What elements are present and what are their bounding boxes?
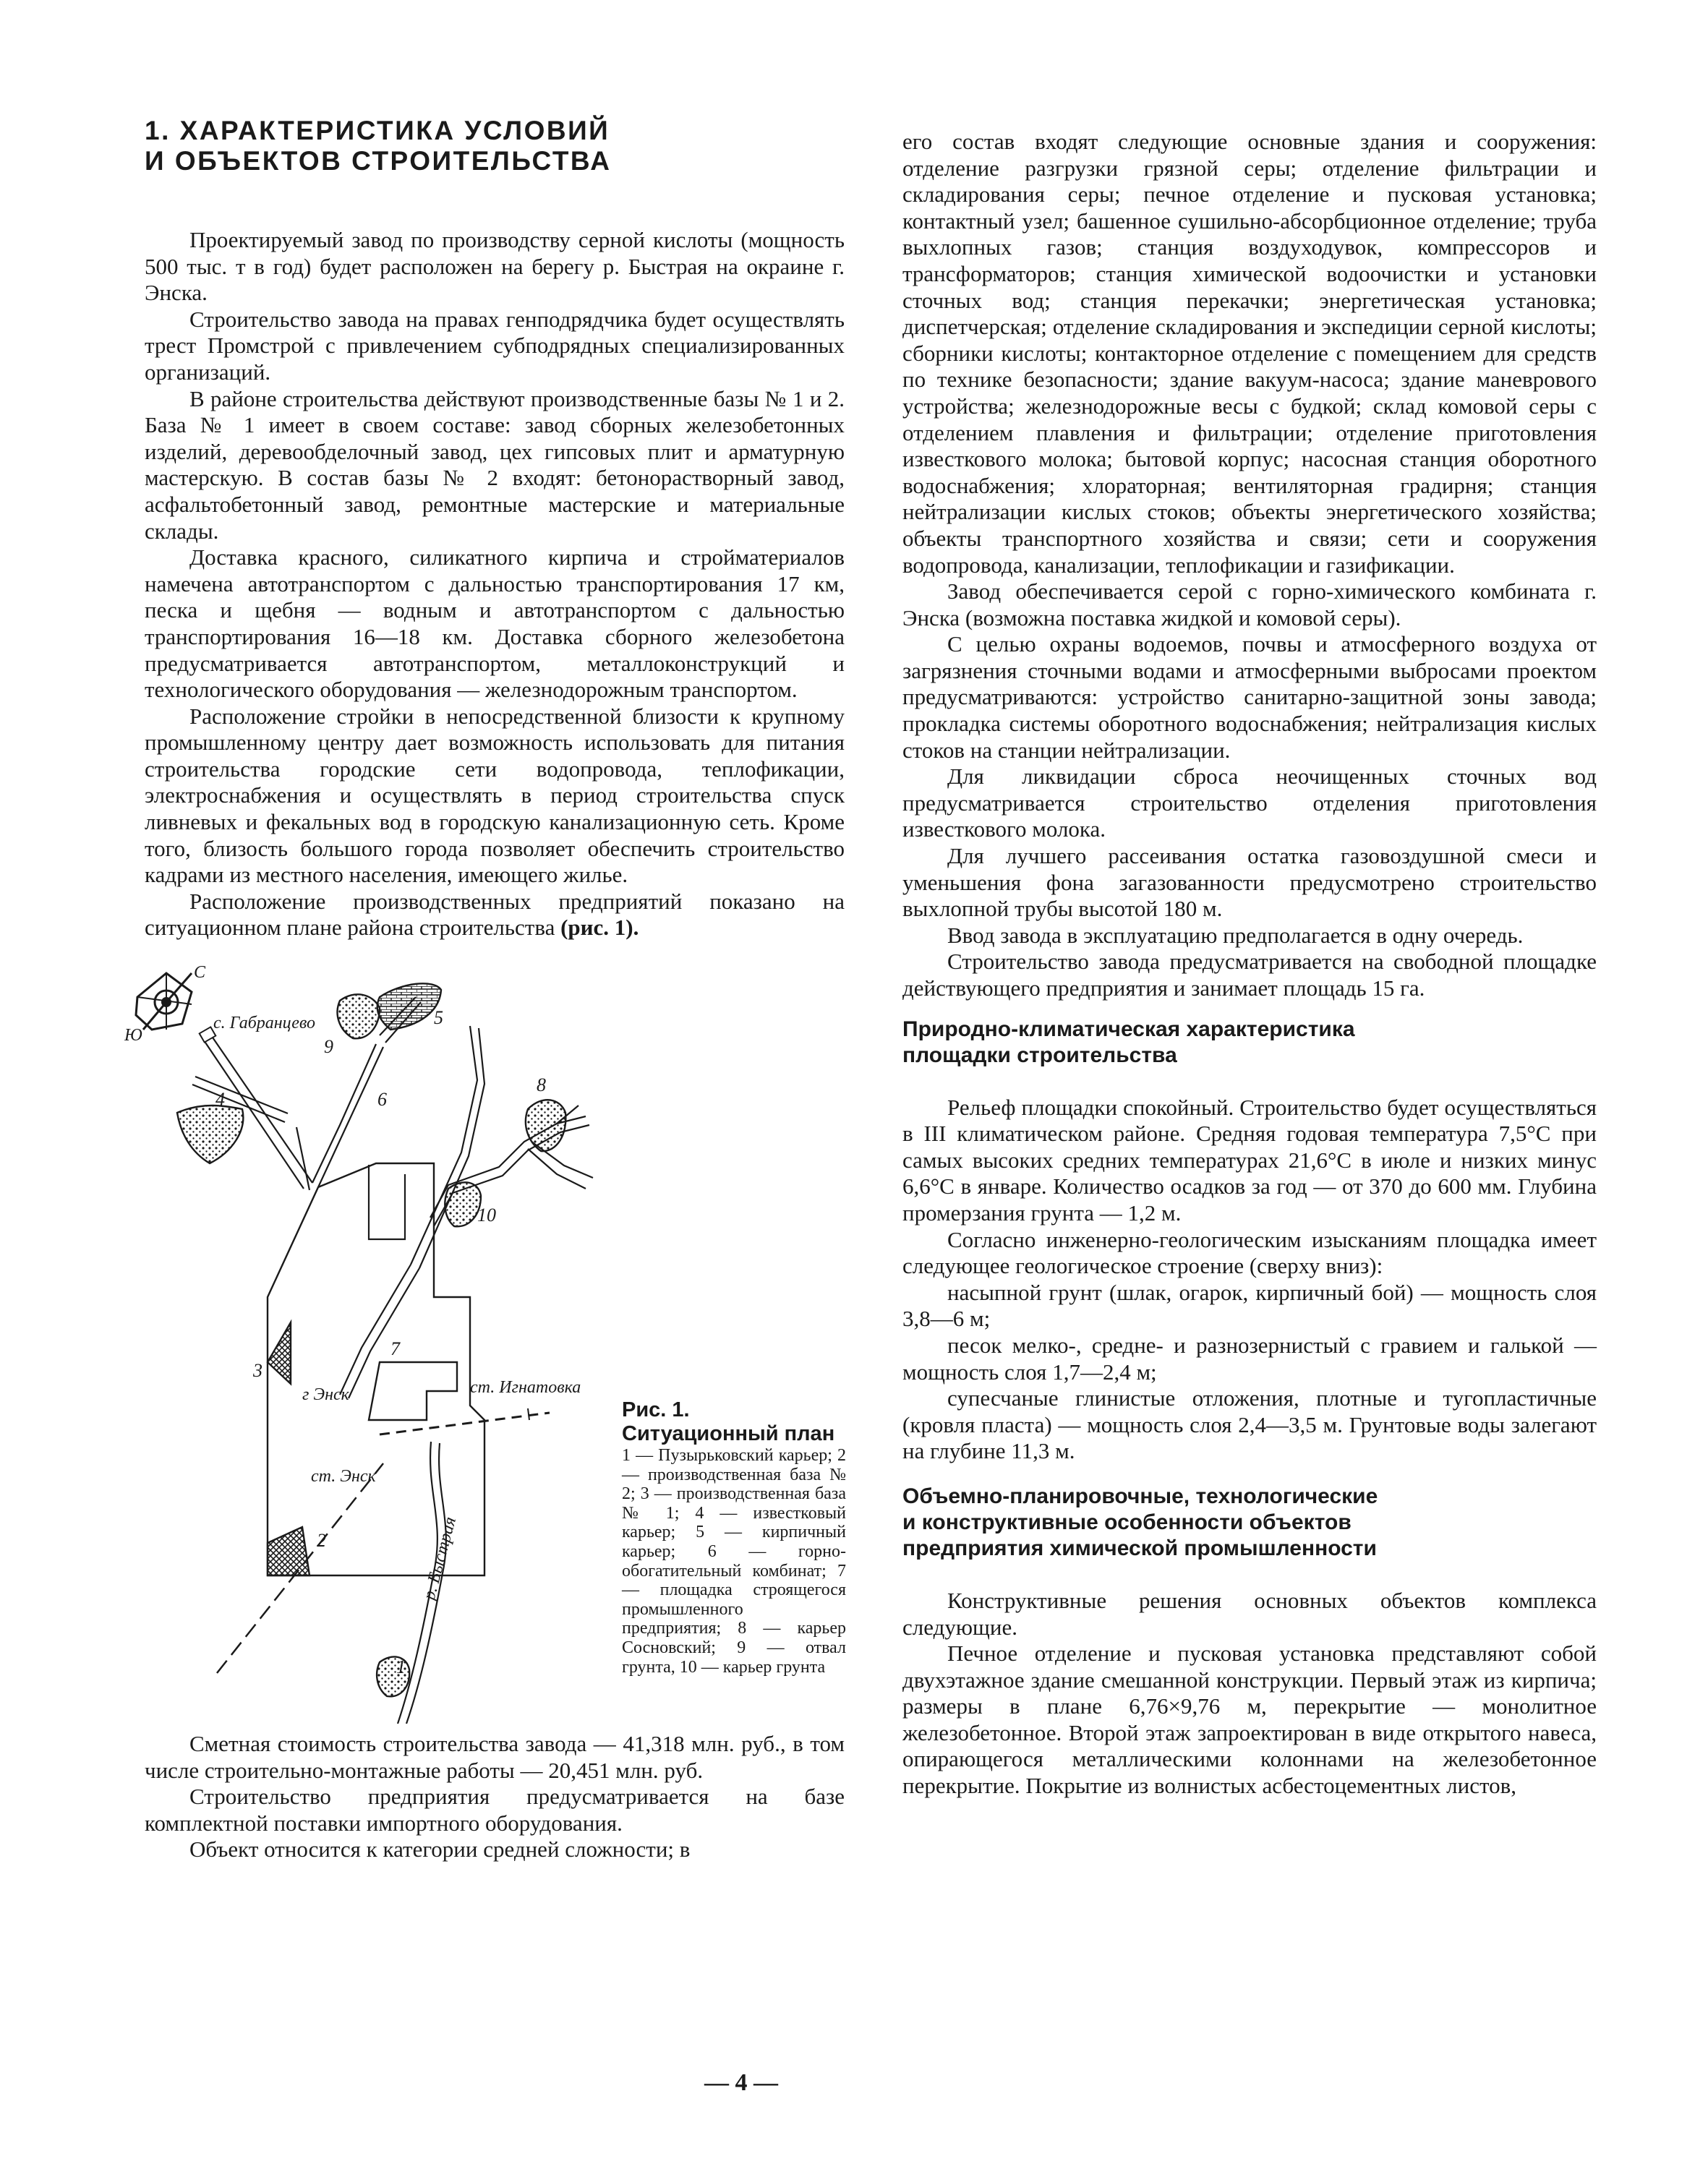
map-number: 1 [396, 1656, 406, 1678]
south-label: Ю [124, 1026, 142, 1045]
section-heading-line: И ОБЪЕКТОВ СТРОИТЕЛЬСТВА [145, 146, 612, 176]
paragraph: Завод обеспечивается серой с горно-химического комбината г. Энска (возможна поставка жидкой и комовой серы). [902, 578, 1597, 630]
paragraph: Сметная стоимость строительства завода — 41,318 млн. руб., в том числе строительно-монтажные работы — 20,451 млн. руб. [145, 1731, 845, 1783]
railway-line [380, 1413, 550, 1434]
paragraph: Проектируемый завод по производству серной кислоты (мощность 500 тыс. т в год) будет расположен на берегу р. Быстрая на окраине г. Энска. [145, 227, 845, 306]
paragraph-figure-intro [145, 889, 845, 941]
map-number: 4 [215, 1089, 225, 1111]
limestone-quarry [177, 1105, 243, 1163]
combine-boundary [369, 1165, 405, 1239]
map-number: 5 [434, 1007, 443, 1029]
subsection-heading-line: Природно-климатическая характеристика [902, 1017, 1355, 1041]
north-label: С [194, 963, 206, 983]
paragraph: песок мелко-, средне- и разнозернистый с гравием и галькой — мощность слоя 1,7—2,4 м; [902, 1332, 1597, 1385]
figure-intro-text: Расположение производственных предприятий показано на ситуационном плане района строительства [145, 888, 845, 941]
paragraph: Согласно инженерно-геологическим изысканиям площадка имеет следующее геологическое строение (сверху вниз): [902, 1226, 1597, 1279]
left-column [124, 116, 846, 1863]
right-column [902, 129, 1597, 1800]
paragraph: насыпной грунт (шлак, огарок, кирпичный бой) — мощность слоя 3,8—6 м; [902, 1279, 1597, 1332]
paragraph: Объект относится к категории средней сложности; в [189, 1836, 691, 1862]
figure-caption-legend: 1 — Пузырьковский карьер; 2 — производственная база № 2; 3 — производственная база № 1; 4 — известковый карьер; 5 — кирпичный карьер; 6 — горно-обогатительный комбинат; 7 — площадка строящегося промышленного предприятия; 8 — карьер Сосновский; 9 — отвал грунта, 10 — карьер грунта [622, 1446, 846, 1677]
figure-situation-plan [123, 957, 846, 1724]
paragraph: его состав входят следующие основные здания и сооружения: отделение разгрузки грязной серы; отделение фильтрации и складирования серы; печное отделение и пусковая установка; контактный узел; башенное сушильно-абсорбционное отделение; труба выхлопных газов; станция воздуходувок, компрессоров и трансформаторов; станция химической водоочистки и установки сточных вод; станция перекачки; энергетическая установка; диспетчерская; отделение складирования и экспедиции серной кислоты; сборники кислоты; контакторное отделение с помещением для средств по технике безопасности; здание вакуум-насоса; здание маневрового устройства; железнодорожные весы с будкой; склад комовой серы с отделением плавления и фильтрации; отделение приготовления известкового молока; бытовой корпус; насосная станция оборотного водоснабжения; хлораторная; вентиляторная градирня; станция нейтрализации кислых стоков; объекты энергетического хозяйства; объекты транспортного хозяйства и связи; сети и сооружения водопровода, канализации, теплофикации и газификации. [902, 129, 1597, 578]
brick-quarry [377, 983, 441, 1030]
paragraph: Для лучшего рассеивания остатка газовоздушной смеси и уменьшения фона загазованности предусмотрено строительство выхлопной трубы высотой 180 м. [902, 843, 1597, 922]
paragraph: Расположение стройки в непосредственной близости к крупному промышленному центру дает возможность использовать для питания строительства городские сети водопровода, теплофикации, электроснабжения и осуществлять в период строительства спуск ливневых и фекальных вод в городскую канализационную сеть. Кроме того, близость большого города позволяет обеспечить строительство кадрами из местного населения, имеющего жилье. [145, 703, 845, 888]
page-number: — 4 — [704, 2069, 778, 2096]
river-label: р. Быстрая [419, 1515, 461, 1602]
paragraph: Конструктивные решения основных объектов комплекса следующие. [902, 1587, 1597, 1640]
paragraph: Для ликвидации сброса неочищенных сточных вод предусматривается строительство отделения приготовления известкового молока. [902, 764, 1597, 842]
paragraph: Строительство завода на правах генподрядчика будет осуществлять трест Промстрой с привлечением субподрядных специализированных организаций. [145, 306, 845, 385]
map-number: 6 [377, 1089, 387, 1111]
map-number: 3 [253, 1360, 262, 1382]
station-ensk-label: ст. Энск [311, 1467, 376, 1487]
paragraph: Ввод завода в эксплуатацию предполагается в одну очередь. [947, 922, 1524, 948]
plant-site-outline [369, 1362, 457, 1420]
map-number: 2 [317, 1530, 326, 1552]
situation-plan-map [123, 957, 622, 1724]
paragraph: Строительство предприятия предусматривается на базе комплектной поставки импортного оборудования. [145, 1784, 845, 1836]
village-label: с. Габранцево [213, 1014, 316, 1033]
subsection-heading-line: Объемно-планировочные, технологические [902, 1484, 1378, 1508]
paragraph: Строительство завода предусматривается на свободной площадке действующего предприятия и занимает площадь 15 га. [902, 949, 1597, 1001]
city-label: г Энск [302, 1385, 349, 1405]
map-number: 8 [537, 1074, 546, 1096]
soil-dump [338, 994, 380, 1038]
subsection-heading-line: площадки строительства [902, 1043, 1177, 1067]
figure-caption [622, 1398, 846, 1677]
subsection-heading [902, 1017, 1597, 1069]
subsection-heading-line: предприятия химической промышленности [902, 1536, 1377, 1560]
paragraph: супесчаные глинистые отложения, плотные и тугопластичные (кровля пласта) — мощность слоя 2,4—3,5 м. Грунтовые воды залегают на глубине 11,3 м. [902, 1385, 1597, 1464]
production-base-2 [268, 1527, 309, 1575]
map-number: 10 [477, 1205, 496, 1226]
compass-rose-icon [136, 973, 192, 1030]
station-ignatovka-label: ст. Игнатовка [470, 1378, 581, 1398]
figure-caption-title: Рис. 1. Ситуационный план [622, 1398, 835, 1446]
paragraph: Печное отделение и пусковая установка представляют собой двухэтажное здание смешанной конструкции. Первый этаж из кирпича; размеры в плане 6,76×9,76 м, перекрытие — монолитное железобетонное. Второй этаж запроектирован в виде открытого навеса, опирающегося металлическими колоннами на железобетонное перекрытие. Покрытие из волнистых асбестоцементных листов, [902, 1641, 1597, 1799]
figure-reference: (рис. 1). [560, 915, 639, 941]
sosnovsky-quarry [526, 1100, 565, 1151]
production-base-1 [268, 1322, 291, 1384]
section-heading-line: 1. ХАРАКТЕРИСТИКА УСЛОВИЙ [145, 116, 610, 145]
paragraph: С целью охраны водоемов, почвы и атмосферного воздуха от загрязнения сточными водами и атмосферными выбросами проектом предусматриваются: устройство санитарно-защитной зоны завода; прокладка системы оборотного водоснабжения; нейтрализация кислых стоков на станции нейтрализации. [902, 631, 1597, 763]
paragraph: Рельеф площадки спокойный. Строительство будет осуществляться в III климатическом районе. Средняя годовая температура 7,5°С при самых высоких средних температурах 21,6°С в июле и низких минус 6,6°С в январе. Количество осадков за год — от 370 до 600 мм. Глубина промерзания грунта — 1,2 м. [902, 1094, 1597, 1226]
subsection-heading-line: и конструктивные особенности объектов [902, 1510, 1352, 1534]
soil-quarry [445, 1182, 481, 1226]
map-number: 7 [390, 1338, 400, 1360]
paragraph: Доставка красного, силикатного кирпича и стройматериалов намечена автотранспортом с дальностью транспортирования 17 км, песка и щебня — водным и автотранспортом с дальностью транспортирования 16—18 км. Доставка сборного железобетона предусматривается автотранспортом, металлоконструкций и технологического оборудования — железнодорожным транспортом. [145, 544, 845, 703]
section-heading [145, 116, 845, 176]
paragraph: В районе строительства действуют производственные базы № 1 и 2. База № 1 имеет в своем составе: завод сборных железобетонных изделий, деревообделочный завод, цех гипсовых плит и арматурную мастерскую. В состав базы № 2 входят: бетонорастворный завод, асфальтобетонный завод, ремонтные мастерские и материальные склады. [145, 385, 845, 544]
map-number: 9 [324, 1036, 333, 1058]
subsection-heading [902, 1484, 1597, 1562]
